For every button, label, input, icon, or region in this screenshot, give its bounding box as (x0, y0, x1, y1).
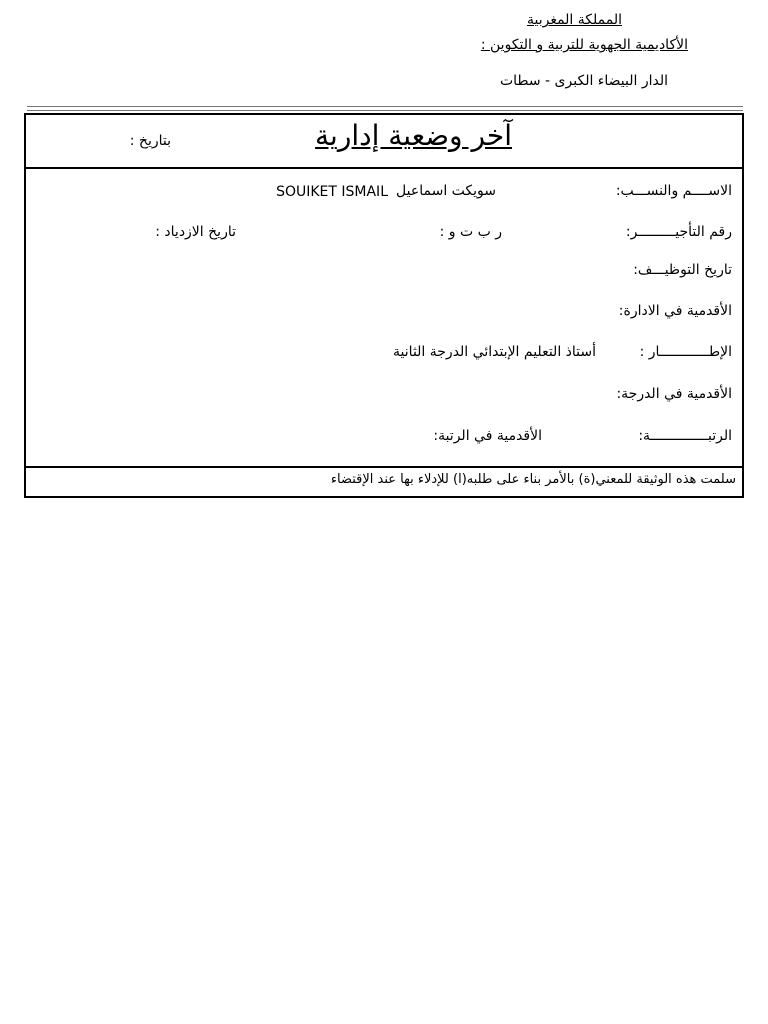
name-value-latin: SOUIKET ISMAIL (276, 184, 388, 200)
footer-note: سلمت هذه الوثيقة للمعني(ة) بالأمر بناء على طلبه(ا) للإدلاء بها عند الإقتضاء (330, 472, 736, 487)
academy-heading: الأكاديمية الجهوية للتربية و التكوين : (480, 37, 688, 53)
rank-label: الرتبــــــــــــــة: (638, 428, 732, 444)
frame-value: أستاذ التعليم الإبتدائي الدرجة الثانية (393, 344, 596, 360)
title-divider (26, 167, 742, 169)
city-heading: الدار البيضاء الكبرى - سطات (499, 73, 668, 89)
admin-seniority-label: الأقدمية في الادارة: (618, 303, 732, 319)
header-divider (27, 106, 743, 111)
birth-date-label: تاريخ الازدياد : (155, 224, 236, 240)
document-title: آخر وضعية إدارية (315, 119, 512, 152)
frame-label: الإطــــــــــــار : (639, 344, 732, 360)
grade-seniority-label: الأقدمية في الدرجة: (616, 386, 732, 402)
rank-seniority-label: الأقدمية في الرتبة: (433, 428, 542, 444)
name-value-arabic: سويكت اسماعيل (396, 183, 496, 199)
employee-id-value: ر ب ت و : (439, 224, 502, 240)
footer-divider (26, 466, 742, 468)
kingdom-heading: المملكة المغربية (526, 12, 622, 28)
administrative-status-form (24, 113, 744, 498)
employee-id-label: رقم التأجيـــــــــر: (625, 224, 732, 240)
name-label: الاســــم والنســـب: (615, 183, 732, 199)
date-label: بتاريخ : (129, 133, 171, 149)
hire-date-label: تاريخ التوظيـــف: (633, 262, 732, 278)
